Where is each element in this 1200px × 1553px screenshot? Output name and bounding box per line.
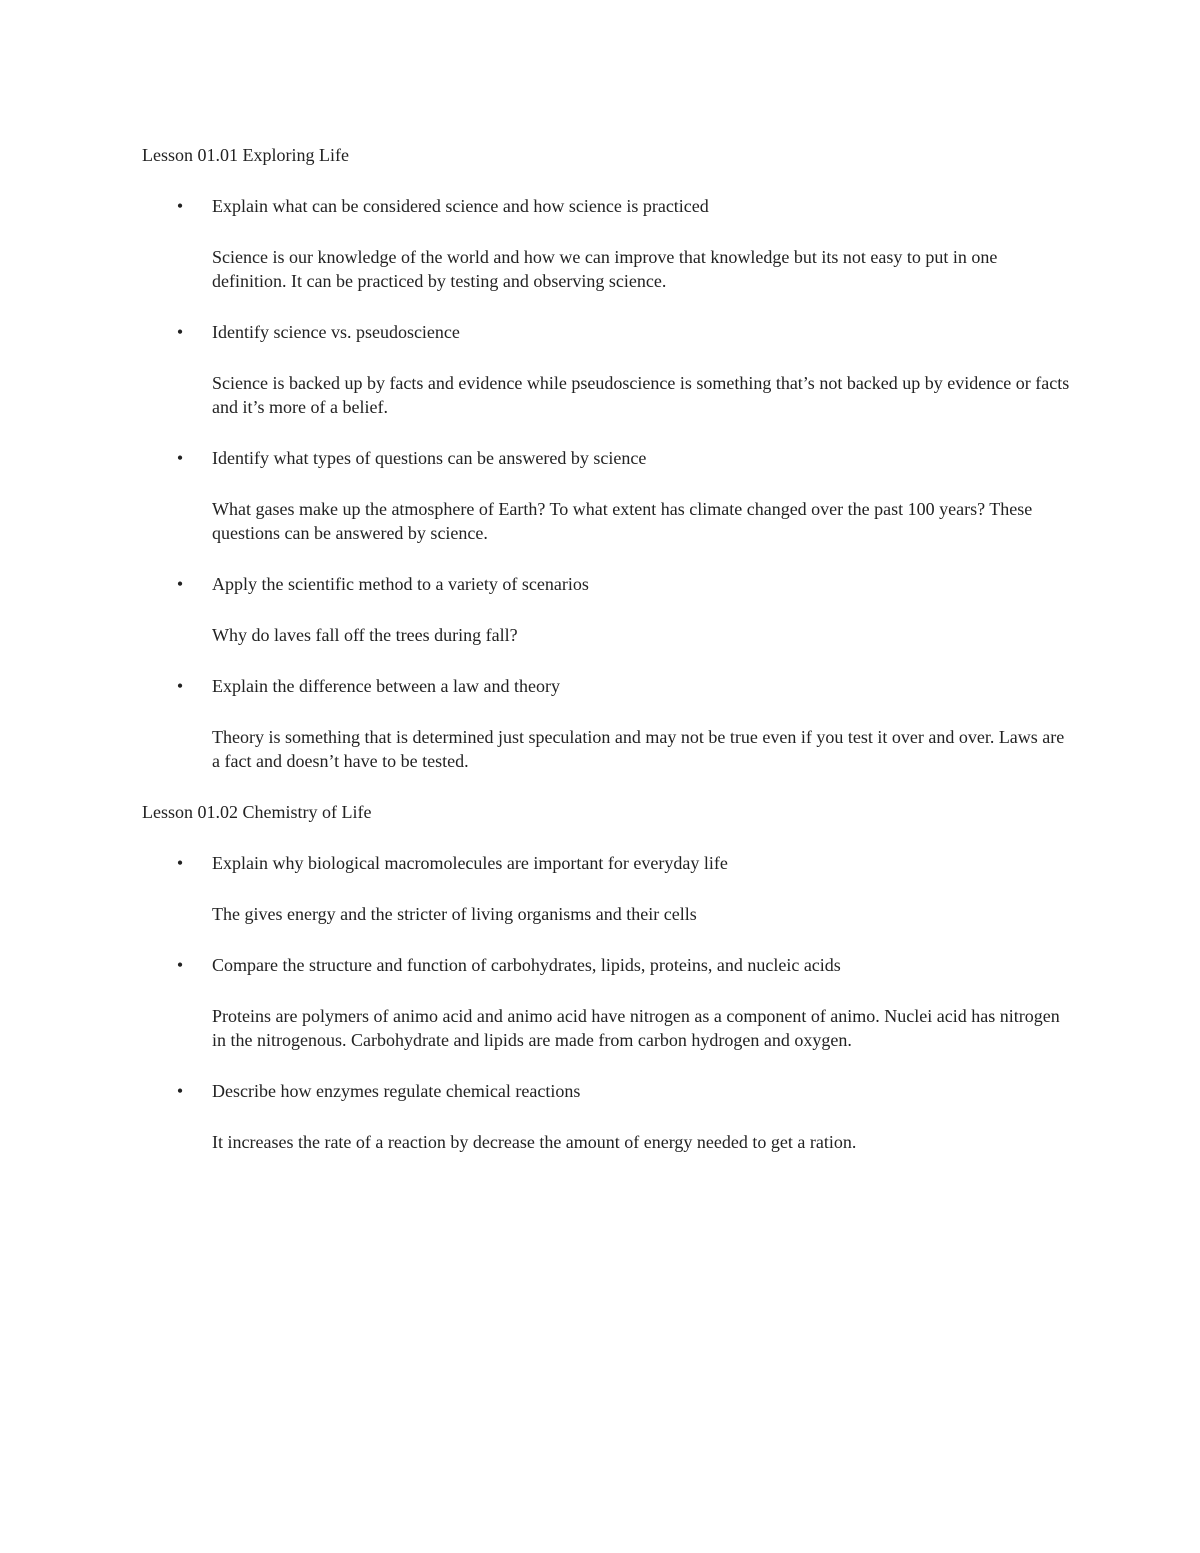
- objective-text: Explain why biological macromolecules are important for everyday life: [212, 853, 728, 873]
- objective-item: [142, 194, 1072, 218]
- answer-text: Theory is something that is determined just speculation and may not be true even if you test it over and over. Laws are a fact and doesn’t have to be tested.: [212, 727, 1065, 771]
- answer-text: Why do laves fall off the trees during fall?: [212, 625, 518, 645]
- lesson-heading: Lesson 01.01 Exploring Life: [142, 145, 349, 165]
- objective-text: Identify what types of questions can be answered by science: [212, 448, 647, 468]
- bullet-icon: •: [176, 574, 184, 594]
- objective-item: [142, 674, 1072, 698]
- bullet-icon: •: [176, 955, 184, 975]
- objective-item: [142, 320, 1072, 344]
- objective-item: [142, 572, 1072, 596]
- lesson-section-01-02: [142, 800, 1072, 1154]
- objective-text: Identify science vs. pseudoscience: [212, 322, 460, 342]
- bullet-icon: •: [176, 1081, 184, 1101]
- bullet-icon: •: [176, 322, 184, 342]
- objective-item: [142, 953, 1072, 977]
- bullet-icon: •: [176, 196, 184, 216]
- objective-text: Apply the scientific method to a variety of scenarios: [212, 574, 589, 594]
- document-body: [142, 143, 1072, 1181]
- bullet-icon: •: [176, 448, 184, 468]
- objective-item: [142, 851, 1072, 875]
- objective-item: [142, 1079, 1072, 1103]
- objective-text: Explain the difference between a law and theory: [212, 676, 561, 696]
- objective-text: Describe how enzymes regulate chemical reactions: [212, 1081, 581, 1101]
- objective-text: Explain what can be considered science and how science is practiced: [212, 196, 709, 216]
- lesson-heading: Lesson 01.02 Chemistry of Life: [142, 802, 372, 822]
- answer-text: It increases the rate of a reaction by decrease the amount of energy needed to get a ration.: [212, 1132, 857, 1152]
- bullet-icon: •: [176, 853, 184, 873]
- answer-text: Proteins are polymers of animo acid and animo acid have nitrogen as a component of animo. Nuclei acid has nitrogen in the nitrogenous. Carbohydrate and lipids are made from carbon hydrogen and oxygen.: [212, 1006, 1060, 1050]
- objective-text: Compare the structure and function of carbohydrates, lipids, proteins, and nucleic acids: [212, 955, 841, 975]
- answer-text: Science is our knowledge of the world and how we can improve that knowledge but its not easy to put in one definition. It can be practiced by testing and observing science.: [212, 247, 998, 291]
- objective-item: [142, 446, 1072, 470]
- lesson-section-01-01: [142, 143, 1072, 773]
- answer-text: The gives energy and the stricter of living organisms and their cells: [212, 904, 697, 924]
- answer-text: What gases make up the atmosphere of Earth? To what extent has climate changed over the past 100 years? These questions can be answered by science.: [212, 499, 1033, 543]
- bullet-icon: •: [176, 676, 184, 696]
- answer-text: Science is backed up by facts and evidence while pseudoscience is something that’s not backed up by evidence or facts and it’s more of a belief.: [212, 373, 1070, 417]
